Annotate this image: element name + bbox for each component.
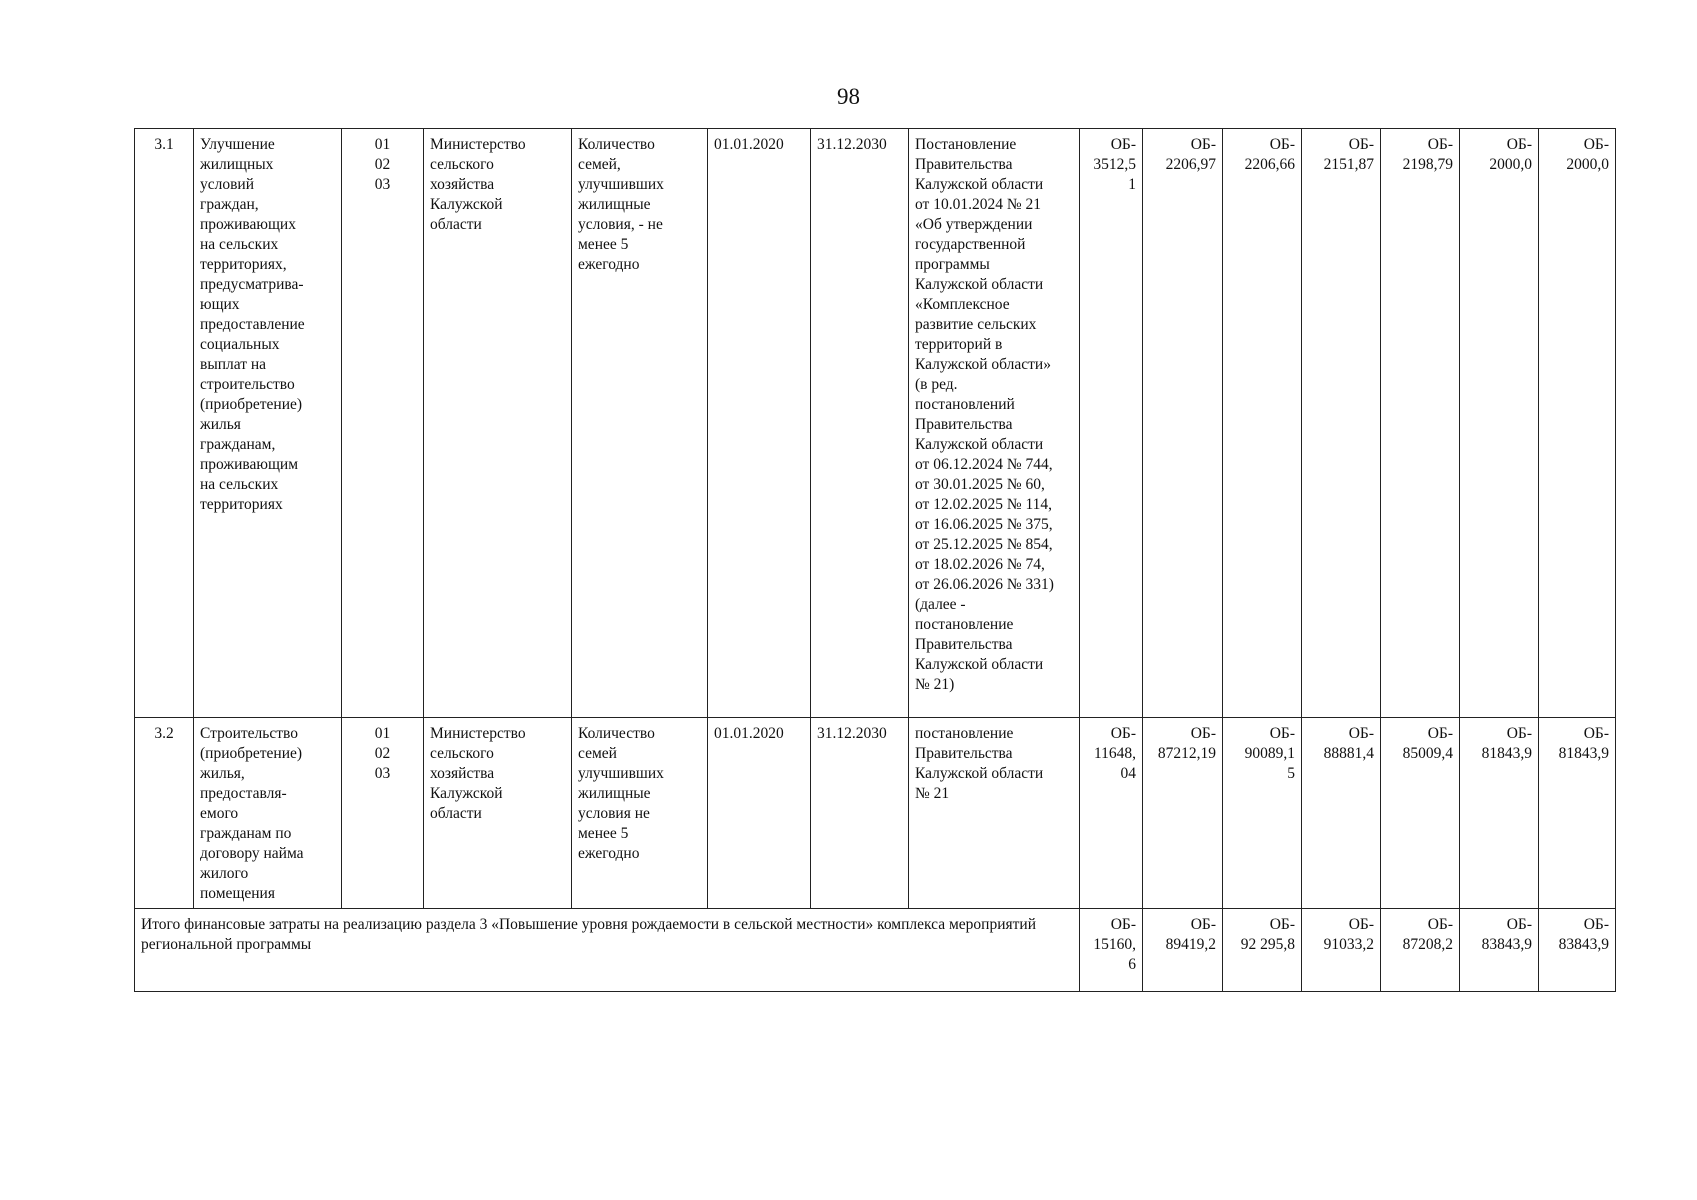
funding-cell: ОБ- 81843,9: [1539, 718, 1616, 909]
start-date: 01.01.2020: [708, 718, 811, 909]
total-row: [135, 909, 1616, 992]
total-funding-cell: ОБ- 15160, 6: [1080, 909, 1143, 992]
row-number: 3.1: [135, 129, 194, 718]
funding-cell: ОБ- 2151,87: [1302, 129, 1381, 718]
funding-cell: ОБ- 81843,9: [1460, 718, 1539, 909]
funding-cell: ОБ- 2206,66: [1223, 129, 1302, 718]
page-number: 98: [837, 84, 860, 109]
funding-cell: ОБ- 2000,0: [1460, 129, 1539, 718]
funding-cell: ОБ- 2198,79: [1381, 129, 1460, 718]
program-table: [134, 128, 1616, 992]
executor: Министерство сельского хозяйства Калужской области: [424, 718, 572, 909]
funding-cell: ОБ- 88881,4: [1302, 718, 1381, 909]
measure-name: Улучшение жилищных условий граждан, проживающих на сельских территориях, предусматрива- ющих предоставление социальных выплат на строительство (приобретение) жилья гражданам, проживающим на сельских территориях: [194, 129, 342, 718]
table-row: [135, 129, 1616, 718]
total-label: Итого финансовые затраты на реализацию раздела 3 «Повышение уровня рождаемости в сельской местности» комплекса мероприятий региональной программы: [135, 909, 1080, 992]
funding-cell: ОБ- 85009,4: [1381, 718, 1460, 909]
total-funding-cell: ОБ- 87208,2: [1381, 909, 1460, 992]
task-codes: 01 02 03: [342, 718, 424, 909]
funding-cell: ОБ- 3512,5 1: [1080, 129, 1143, 718]
executor: Министерство сельского хозяйства Калужской области: [424, 129, 572, 718]
funding-cell: ОБ- 87212,19: [1143, 718, 1223, 909]
end-date: 31.12.2030: [811, 718, 909, 909]
total-funding-cell: ОБ- 83843,9: [1539, 909, 1616, 992]
total-funding-cell: ОБ- 89419,2: [1143, 909, 1223, 992]
legal-document: Постановление Правительства Калужской области от 10.01.2024 № 21 «Об утверждении государственной программы Калужской области «Комплексное развитие сельских территорий в Калужской области» (в ред. постановлений Правительства Калужской области от 06.12.2024 № 744, от 30.01.2025 № 60, от 12.02.2025 № 114, от 16.06.2025 № 375, от 25.12.2025 № 854, от 18.02.2026 № 74, от 26.06.2026 № 331) (далее - постановление Правительства Калужской области № 21): [909, 129, 1080, 718]
indicator: Количество семей, улучшивших жилищные условия, - не менее 5 ежегодно: [572, 129, 708, 718]
total-funding-cell: ОБ- 92 295,8: [1223, 909, 1302, 992]
indicator: Количество семей улучшивших жилищные условия не менее 5 ежегодно: [572, 718, 708, 909]
funding-cell: ОБ- 11648, 04: [1080, 718, 1143, 909]
funding-cell: ОБ- 2206,97: [1143, 129, 1223, 718]
end-date: 31.12.2030: [811, 129, 909, 718]
total-funding-cell: ОБ- 91033,2: [1302, 909, 1381, 992]
funding-cell: ОБ- 90089,1 5: [1223, 718, 1302, 909]
measure-name: Строительство (приобретение) жилья, предоставля- емого гражданам по договору найма жилого помещения: [194, 718, 342, 909]
funding-cell: ОБ- 2000,0: [1539, 129, 1616, 718]
row-number: 3.2: [135, 718, 194, 909]
total-funding-cell: ОБ- 83843,9: [1460, 909, 1539, 992]
table-row: [135, 718, 1616, 909]
legal-document: постановление Правительства Калужской области № 21: [909, 718, 1080, 909]
start-date: 01.01.2020: [708, 129, 811, 718]
task-codes: 01 02 03: [342, 129, 424, 718]
